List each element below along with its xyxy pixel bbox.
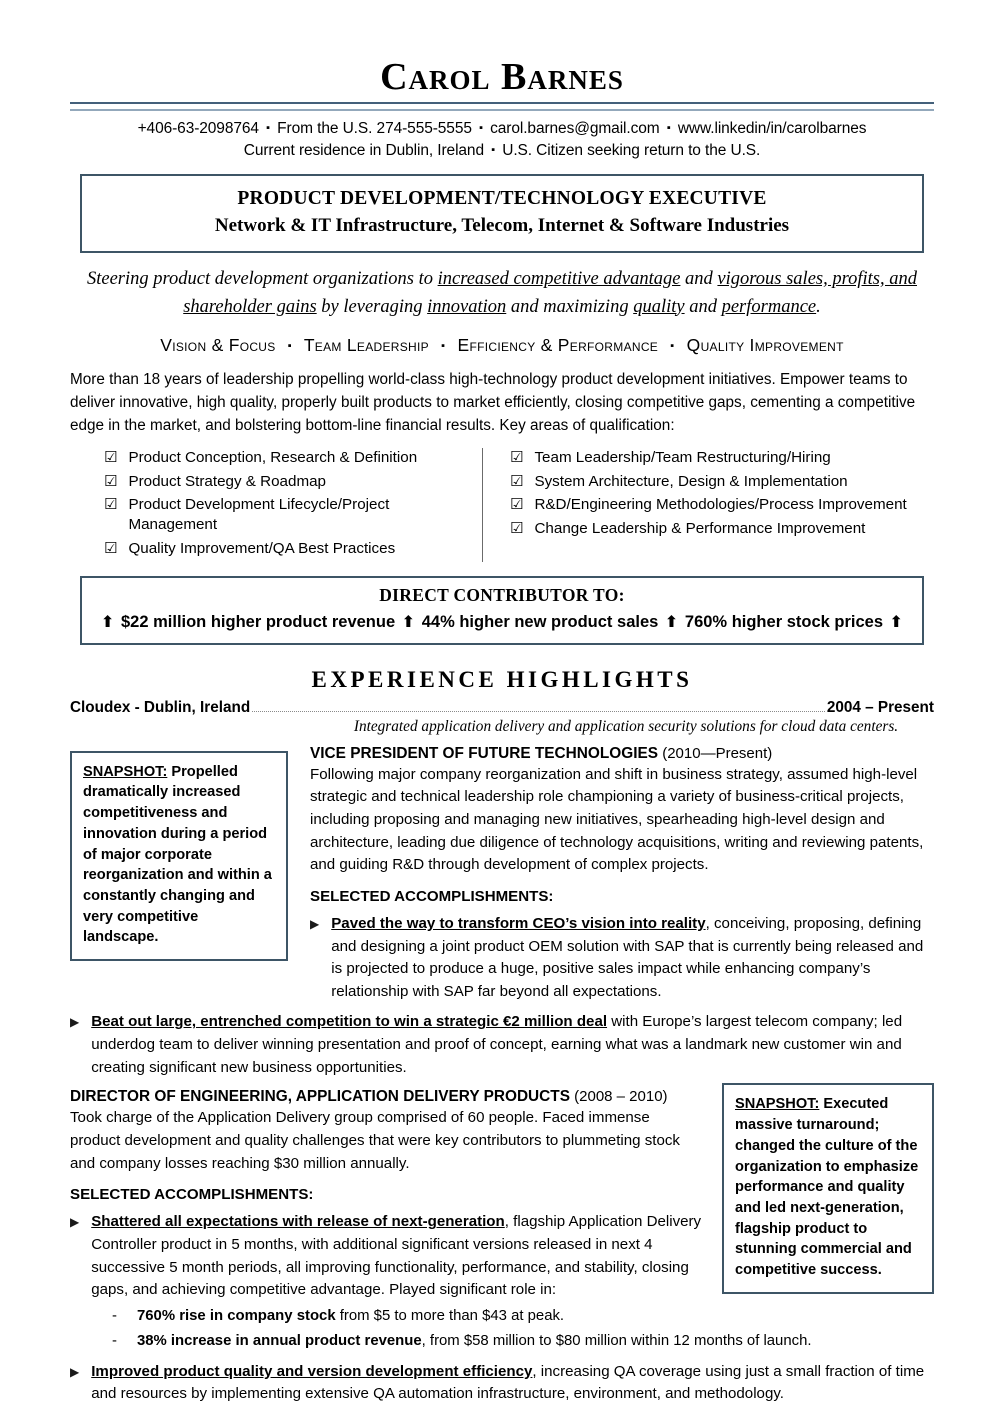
contact-info (70, 118, 934, 163)
contact-line-1 (70, 118, 934, 140)
positioning-statement (74, 266, 930, 322)
up-arrow-icon: ⬆ (401, 612, 416, 632)
resume-page (0, 56, 1004, 1403)
snapshot-label: SNAPSHOT: (735, 1096, 820, 1113)
bullet-separator-icon: ▪ (666, 121, 671, 134)
triangle-bullet-icon: ▶ (70, 1215, 80, 1230)
tagline-emphasis-5: performance (721, 296, 817, 317)
tagline-part-2: and (680, 268, 718, 289)
dotted-leader (252, 704, 825, 712)
competency-efficiency-performance: Efficiency & Performance (457, 335, 659, 356)
qualifications-column-left (70, 448, 470, 562)
professional-summary: More than 18 years of leadership propelling world-class high-technology product development initiatives. Empower teams to deliver innovative, high quality, properly built products to market efficiently, closing competitive gaps, cementing a competitive edge in the market, and bolstering bottom-line financial results. Key areas of qualification: (70, 371, 916, 435)
qualification-label: Product Development Lifecycle/Project Management (128, 496, 390, 534)
accomplishments-label-vp: SELECTED ACCOMPLISHMENTS: (310, 887, 554, 905)
competency-vision-focus: Vision & Focus (160, 335, 276, 356)
bullet-separator-icon: ▪ (479, 121, 483, 134)
accomplishment-bullet (310, 913, 934, 1004)
accomplishment-highlight: Improved product quality and version development efficiency (91, 1362, 533, 1380)
qualification-item (510, 519, 934, 539)
snapshot-text: Propelled dramatically increased competitiveness and innovation during a period of major corporate reorganization and within a constantly changing and very competitive landscape. (83, 763, 272, 946)
bullet-separator-icon: ▪ (491, 144, 496, 157)
core-competency-line (70, 335, 934, 356)
accomplishment-text (91, 1211, 702, 1302)
accomplishment-text (91, 1011, 934, 1079)
accomplishments-label-director: SELECTED ACCOMPLISHMENTS: (70, 1186, 314, 1204)
qualification-item (104, 539, 470, 559)
snapshot-callout-left (70, 751, 288, 961)
accomplishment-bullet (70, 1211, 702, 1302)
phone-international: +406-63-2098764 (137, 119, 259, 137)
dash-bullet-icon: - (112, 1333, 117, 1350)
accomplishment-detail: , increasing QA coverage using just a small fraction of time and resources by implementing extensive QA automation infrastructure, environment, and methodology. (91, 1362, 925, 1403)
checkbox-icon: ☑ (510, 495, 524, 514)
company-name-location: Cloudex - Dublin, Ireland (70, 698, 251, 716)
headline-primary: PRODUCT DEVELOPMENT/TECHNOLOGY EXECUTIVE (237, 187, 767, 209)
linkedin-url[interactable]: www.linkedin/in/carolbarnes (677, 119, 867, 137)
accomplishment-detail: , flagship Application Delivery Controller product in 5 months, with additional significant versions released in next 4 successive 5 month periods, all improving functionality, performance, and stability, closing gaps, and achieving competitive advantage. Played significant role in: (91, 1213, 702, 1299)
contact-line-2 (70, 140, 934, 162)
tagline-emphasis-2: vigorous sales, profits, and shareholder gains (183, 268, 917, 317)
citizenship-note: U.S. Citizen seeking return to the U.S. (502, 142, 761, 160)
qualification-label: Product Conception, Research & Definition (128, 449, 418, 467)
current-residence: Current residence in Dublin, Ireland (243, 142, 484, 160)
tagline-part-1: Steering product development organizations to (87, 268, 438, 289)
qualification-label: Product Strategy & Roadmap (128, 472, 326, 490)
header-divider (70, 102, 934, 111)
up-arrow-icon: ⬆ (100, 612, 115, 632)
phone-us: From the U.S. 274-555-5555 (277, 119, 472, 137)
sub-bullet-text (137, 1305, 564, 1327)
role-description-director: Took charge of the Application Delivery group comprised of 60 people. Faced immense product development and quality challenges that were key contributors to plummeting stock and company losses reaching $30 million annually. (70, 1109, 680, 1172)
headline-box (80, 174, 924, 253)
sub-bullet-highlight: 38% increase in annual product revenue (136, 1333, 422, 1350)
sub-bullet-text (137, 1330, 812, 1352)
tagline-part-4: and maximizing (506, 296, 634, 317)
checkbox-icon: ☑ (104, 448, 118, 467)
triangle-bullet-icon: ▶ (70, 1015, 80, 1030)
checkbox-icon: ☑ (510, 518, 524, 537)
triangle-bullet-icon: ▶ (70, 1364, 80, 1379)
snapshot-label: SNAPSHOT: (83, 763, 168, 780)
snapshot-text: Executed massive turnaround; changed the culture of the organization to emphasize performance and quality and led next-generation, flagship product to stunning commercial and competitive success. (735, 1096, 919, 1279)
up-arrow-icon: ⬆ (664, 612, 679, 632)
accomplishment-highlight: Paved the way to transform CEO’s vision into reality (331, 914, 706, 932)
snapshot-callout-right (722, 1083, 934, 1293)
competency-team-leadership: Team Leadership (303, 335, 429, 356)
email-address[interactable]: carol.barnes@gmail.com (490, 119, 660, 137)
checkbox-icon: ☑ (104, 471, 118, 490)
tagline-part-6: . (816, 296, 821, 317)
accomplishment-detail: with Europe’s largest telecom company; led underdog team to deliver winning presentation and proof of concept, earning what was a landmark new customer win and creating significant new business opportunities. (91, 1013, 903, 1076)
tagline-emphasis-4: quality (633, 296, 685, 317)
qualification-item (510, 472, 934, 492)
qualification-label: Team Leadership/Team Restructuring/Hiring (534, 449, 831, 467)
qualification-item (510, 448, 934, 468)
qualification-label: Quality Improvement/QA Best Practices (128, 539, 396, 557)
company-description: Integrated application delivery and application security solutions for cloud data centers. (353, 717, 899, 735)
accomplishment-sub-bullet (112, 1330, 934, 1352)
competency-quality-improvement: Quality Improvement (686, 335, 844, 356)
sub-bullet-detail: from $5 to more than $43 at peak. (335, 1307, 565, 1324)
accomplishment-text (331, 913, 934, 1004)
dash-bullet-icon: - (112, 1307, 117, 1324)
contributor-box-title: DIRECT CONTRIBUTOR TO: (379, 585, 625, 606)
bullet-separator-icon: ▪ (266, 121, 270, 134)
candidate-name: Carol Barnes (380, 56, 624, 98)
role-dates: (2010—Present) (658, 744, 773, 762)
role-dates: (2008 – 2010) (569, 1088, 668, 1106)
contributor-metrics (88, 611, 916, 633)
tagline-emphasis-1: increased competitive advantage (437, 268, 681, 289)
contributor-metric-sales: 44% higher new product sales (421, 613, 659, 632)
accomplishment-bullet (70, 1361, 934, 1406)
checkbox-icon: ☑ (510, 471, 524, 490)
sub-bullet-detail: , from $58 million to $80 million within 12 months of launch. (421, 1333, 812, 1350)
qualification-item (510, 495, 934, 515)
qualifications-column-right (482, 448, 934, 562)
accomplishment-sub-bullet (112, 1305, 934, 1327)
accomplishment-text (91, 1361, 934, 1406)
section-title-experience: EXPERIENCE HIGHLIGHTS (311, 666, 693, 692)
accomplishment-bullet (70, 1011, 934, 1079)
tagline-emphasis-3: innovation (427, 296, 507, 317)
qualification-item (104, 472, 470, 492)
qualification-item (104, 448, 470, 468)
contributor-metric-stock: 760% higher stock prices (684, 613, 883, 632)
company-date-range: 2004 – Present (826, 698, 934, 716)
square-separator-icon: ▪ (441, 340, 446, 353)
up-arrow-icon: ⬆ (889, 612, 903, 632)
role-title-text: VICE PRESIDENT OF FUTURE TECHNOLOGIES (310, 744, 659, 762)
headline-secondary: Network & IT Infrastructure, Telecom, Internet & Software Industries (214, 215, 790, 237)
triangle-bullet-icon: ▶ (310, 916, 320, 931)
role-title-text: DIRECTOR OF ENGINEERING, APPLICATION DELIVERY PRODUCTS (70, 1088, 570, 1106)
company-header-row (70, 699, 934, 717)
qualification-label: Change Leadership & Performance Improvement (534, 519, 866, 537)
accomplishment-highlight: Beat out large, entrenched competition to win a strategic €2 million deal (91, 1013, 608, 1031)
role-description-vp: Following major company reorganization and shift in business strategy, assumed high-level strategic and technical leadership role championing a variety of business-critical projects, including proposing and managing new initiatives, spearheading high-level design and architecture, leading due diligence of technology acquisitions, writing and reviewing patents, and guiding R&D through development of complex projects. (310, 765, 924, 874)
tagline-part-3: by leveraging (316, 296, 428, 317)
checkbox-icon: ☑ (510, 448, 524, 467)
square-separator-icon: ▪ (287, 340, 292, 353)
qualification-label: R&D/Engineering Methodologies/Process Improvement (534, 496, 907, 514)
square-separator-icon: ▪ (670, 340, 675, 353)
accomplishment-detail: , conceiving, proposing, defining and designing a joint product OEM solution with SAP that is currently being released and is projected to produce a huge, positive sales impact while enhancing company’s relationship with SAP far beyond all expectations. (331, 914, 924, 1000)
qualification-item (104, 495, 470, 535)
sub-bullet-highlight: 760% rise in company stock (136, 1307, 336, 1324)
checkbox-icon: ☑ (104, 538, 118, 557)
tagline-part-5: and (684, 296, 722, 317)
contributor-metric-revenue: $22 million higher product revenue (120, 613, 396, 632)
experience-body (70, 745, 934, 1406)
qualifications-list (70, 448, 934, 562)
qualification-label: System Architecture, Design & Implementation (534, 472, 848, 490)
direct-contributor-box (80, 576, 924, 644)
accomplishment-highlight: Shattered all expectations with release of next-generation (91, 1213, 505, 1231)
checkbox-icon: ☑ (104, 495, 118, 514)
